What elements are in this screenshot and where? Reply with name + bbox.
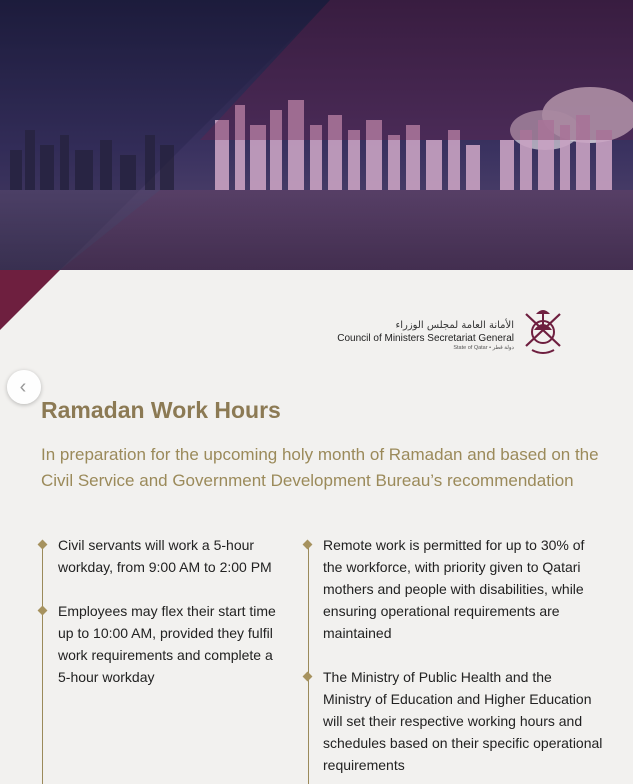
- chevron-left-icon: ‹: [19, 376, 27, 398]
- diamond-bullet-icon: [38, 540, 48, 550]
- list-item: [38, 600, 288, 688]
- logo-english-name: Council of Ministers Secretariat General: [337, 333, 514, 344]
- state-emblem-icon: [520, 306, 566, 358]
- page-subtitle: In preparation for the upcoming holy month of Ramadan and based on the Civil Service and Government Development Bureau’s recommendation: [41, 445, 599, 490]
- left-bullet-column: [38, 534, 288, 688]
- list-item: [303, 534, 603, 644]
- list-item: [38, 534, 288, 578]
- bullet-text: The Ministry of Public Health and the Ministry of Education and Higher Education will set their respective working hours and schedules based on their specific operational requirements: [323, 669, 603, 773]
- hero-banner: [0, 0, 633, 270]
- logo-state-label: State of Qatar • دولة قطر: [453, 345, 514, 351]
- skyline-illustration: [0, 0, 633, 270]
- corner-decoration: [0, 270, 60, 332]
- diamond-bullet-icon: [303, 672, 313, 682]
- diamond-bullet-icon: [38, 606, 48, 616]
- logo-arabic-name: الأمانة العامة لمجلس الوزراء: [395, 320, 514, 331]
- right-bullet-column: [303, 534, 603, 776]
- diamond-bullet-icon: [303, 540, 313, 550]
- council-logo: [337, 306, 566, 358]
- bullet-text: Employees may flex their start time up to 10:00 AM, provided they fulfil work requirements and complete a 5-hour workday: [58, 603, 276, 685]
- carousel-prev-button[interactable]: [7, 370, 41, 404]
- bullet-text: Civil servants will work a 5-hour workday, from 9:00 AM to 2:00 PM: [58, 537, 272, 575]
- list-item: [303, 666, 603, 776]
- bullet-text: Remote work is permitted for up to 30% of the workforce, with priority given to Qatari mothers and people with disabilities, while ensuring operational requirements are maintained: [323, 537, 585, 641]
- page-title: Ramadan Work Hours: [41, 397, 281, 423]
